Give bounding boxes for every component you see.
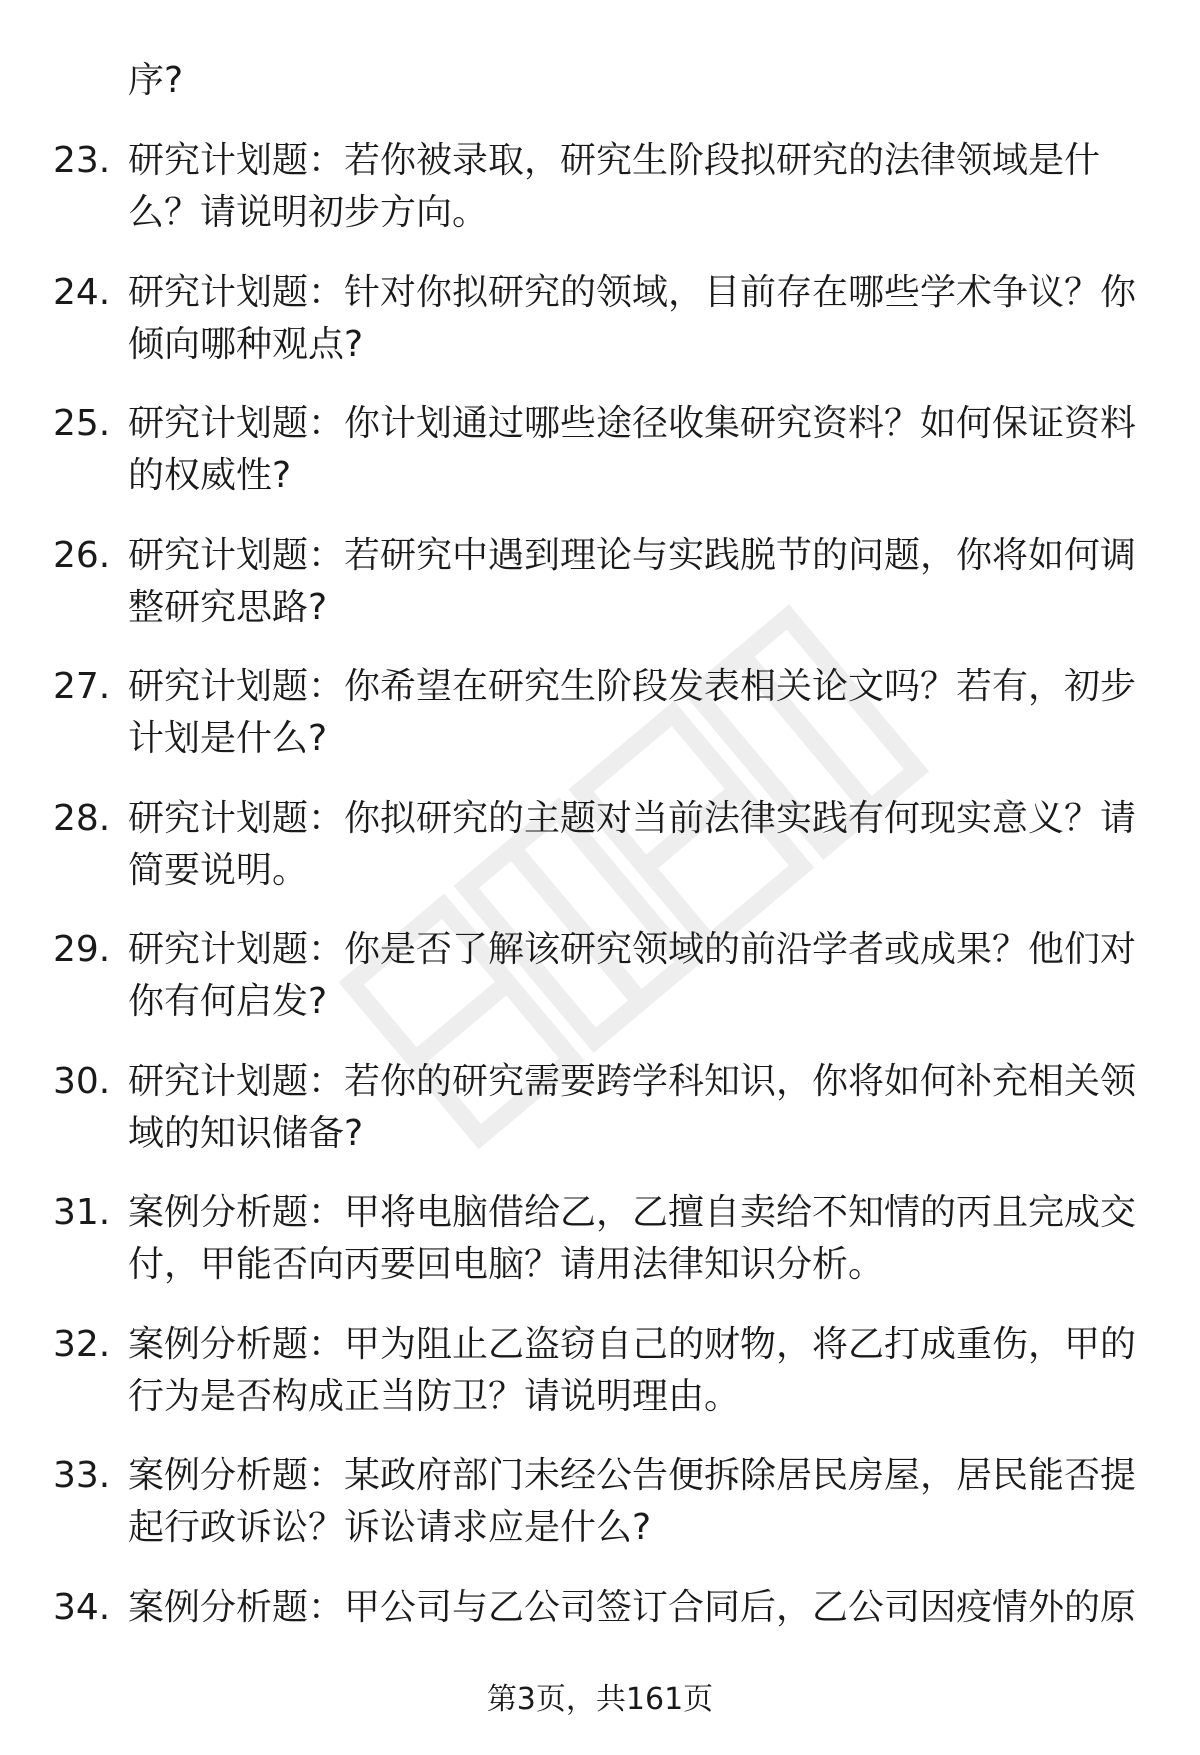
question-item xyxy=(0,398,1200,530)
question-number: 30. xyxy=(53,1060,111,1102)
question-number: 34. xyxy=(53,1586,111,1628)
question-text: 研究计划题：你希望在研究生阶段发表相关论文吗？若有，初步计划是什么? xyxy=(128,666,1137,759)
question-number: 26. xyxy=(53,534,111,576)
question-number: 25. xyxy=(53,403,111,444)
question-item xyxy=(0,1056,1200,1188)
question-text: 研究计划题：针对你拟研究的领域，目前存在哪些学术争议？你倾向哪种观点? xyxy=(128,271,1137,365)
question-text: 研究计划题：若研究中遇到理论与实践脱节的问题，你将如何调整研究思路? xyxy=(128,534,1137,628)
question-item xyxy=(0,267,1200,399)
question-number: 27. xyxy=(53,666,111,707)
question-number: 32. xyxy=(53,1323,111,1365)
question-text: 研究计划题：若你被录取，研究生阶段拟研究的法律领域是什么？请说明初步方向。 xyxy=(128,140,1101,233)
question-item xyxy=(0,1187,1200,1319)
question-number: 33. xyxy=(53,1455,111,1496)
question-list xyxy=(0,135,1200,1713)
question-item xyxy=(0,135,1200,267)
question-text: 案例分析题：某政府部门未经公告便拆除居民房屋，居民能否提起行政诉讼？诉讼请求应是什么? xyxy=(128,1455,1137,1548)
question-number: 31. xyxy=(53,1192,111,1233)
question-item xyxy=(0,1450,1200,1582)
question-item xyxy=(0,924,1200,1056)
question-item xyxy=(0,1319,1200,1451)
question-item xyxy=(0,793,1200,925)
question-item xyxy=(0,530,1200,662)
question-number: 23. xyxy=(53,140,111,181)
question-text: 研究计划题：若你的研究需要跨学科知识，你将如何补充相关领域的知识储备? xyxy=(128,1060,1137,1154)
question-number: 24. xyxy=(53,271,111,313)
question-text: 研究计划题：你拟研究的主题对当前法律实践有何现实意义？请简要说明。 xyxy=(128,797,1137,891)
question-item xyxy=(0,661,1200,793)
question-text: 案例分析题：甲为阻止乙盗窃自己的财物，将乙打成重伤，甲的行为是否构成正当防卫？请说明理由。 xyxy=(128,1323,1137,1417)
question-text: 研究计划题：你计划通过哪些途径收集研究资料？如何保证资料的权威性? xyxy=(128,403,1137,496)
question-number: 28. xyxy=(53,797,111,839)
page-footer: 第3页，共161页 xyxy=(486,1682,714,1717)
question-text: 案例分析题：甲将电脑借给乙，乙擅自卖给不知情的丙且完成交付，甲能否向丙要回电脑？请用法律知识分析。 xyxy=(128,1192,1137,1285)
question-text: 案例分析题：甲公司与乙公司签订合同后，乙公司因疫情外的原 xyxy=(128,1586,1137,1628)
question-text: 研究计划题：你是否了解该研究领域的前沿学者或成果？他们对你有何启发? xyxy=(128,929,1137,1022)
continuation-text: 序? xyxy=(128,60,184,101)
question-number: 29. xyxy=(53,929,111,970)
